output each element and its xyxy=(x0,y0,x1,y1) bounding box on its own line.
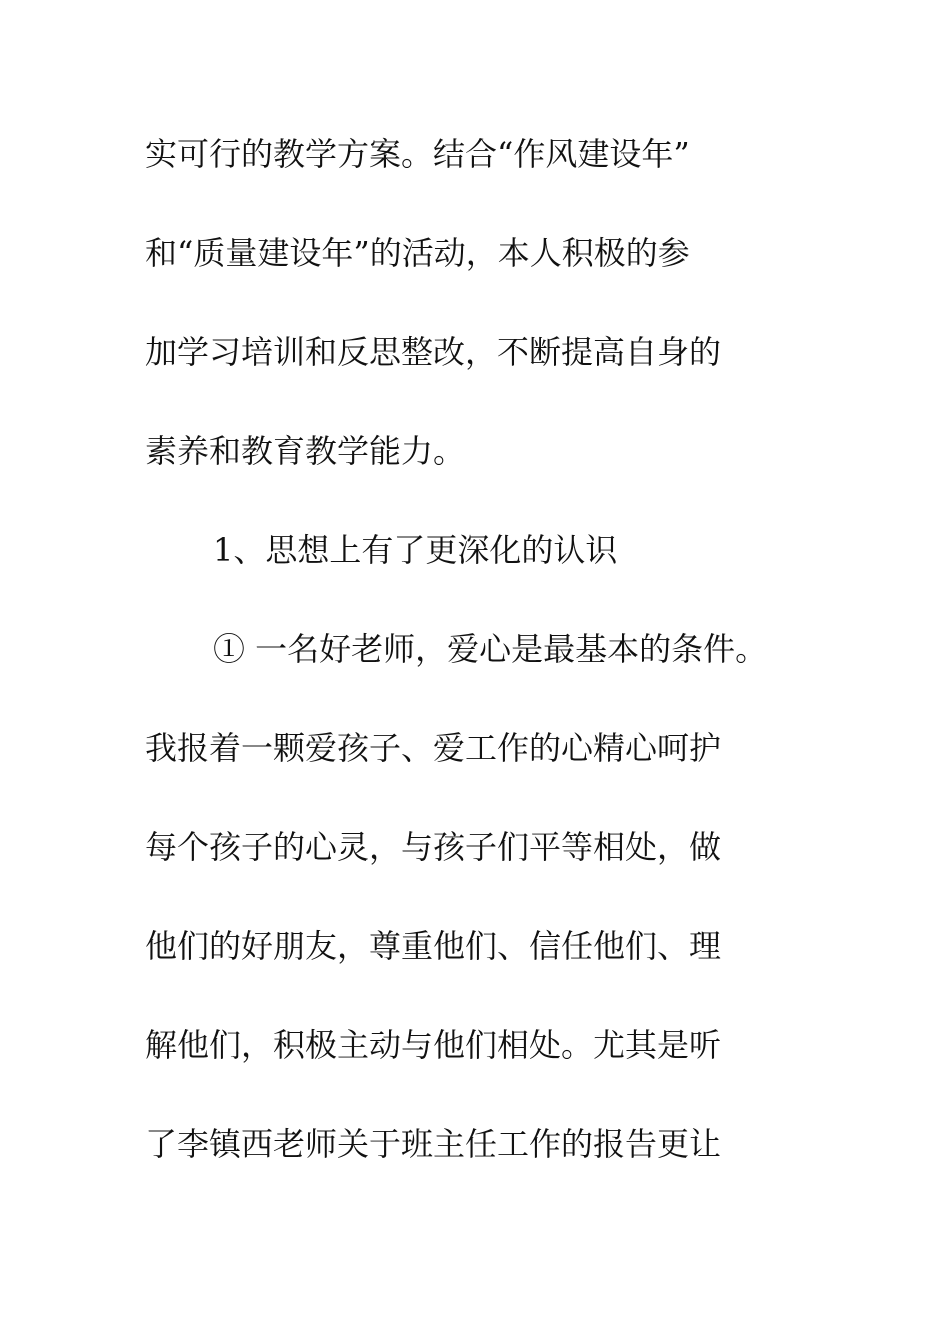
text-line: 我报着一颗爱孩子、爱工作的心精心呵护 xyxy=(145,729,722,767)
text-line: 实可行的教学方案。结合“作风建设年” xyxy=(145,135,690,173)
section-heading: 1、思想上有了更深化的认识 xyxy=(213,531,618,569)
text-line: 加学习培训和反思整改，不断提高自身的 xyxy=(145,333,722,371)
text-line: 他们的好朋友，尊重他们、信任他们、理 xyxy=(145,927,722,965)
text-line: 解他们，积极主动与他们相处。尤其是听 xyxy=(145,1026,722,1064)
text-line: 了李镇西老师关于班主任工作的报告更让 xyxy=(145,1125,722,1163)
text-line: 每个孩子的心灵，与孩子们平等相处，做 xyxy=(145,828,722,866)
text-line: ① 一名好老师，爱心是最基本的条件。 xyxy=(213,630,768,668)
text-line: 和“质量建设年”的活动，本人积极的参 xyxy=(145,234,690,272)
text-line: 素养和教育教学能力。 xyxy=(145,432,466,470)
